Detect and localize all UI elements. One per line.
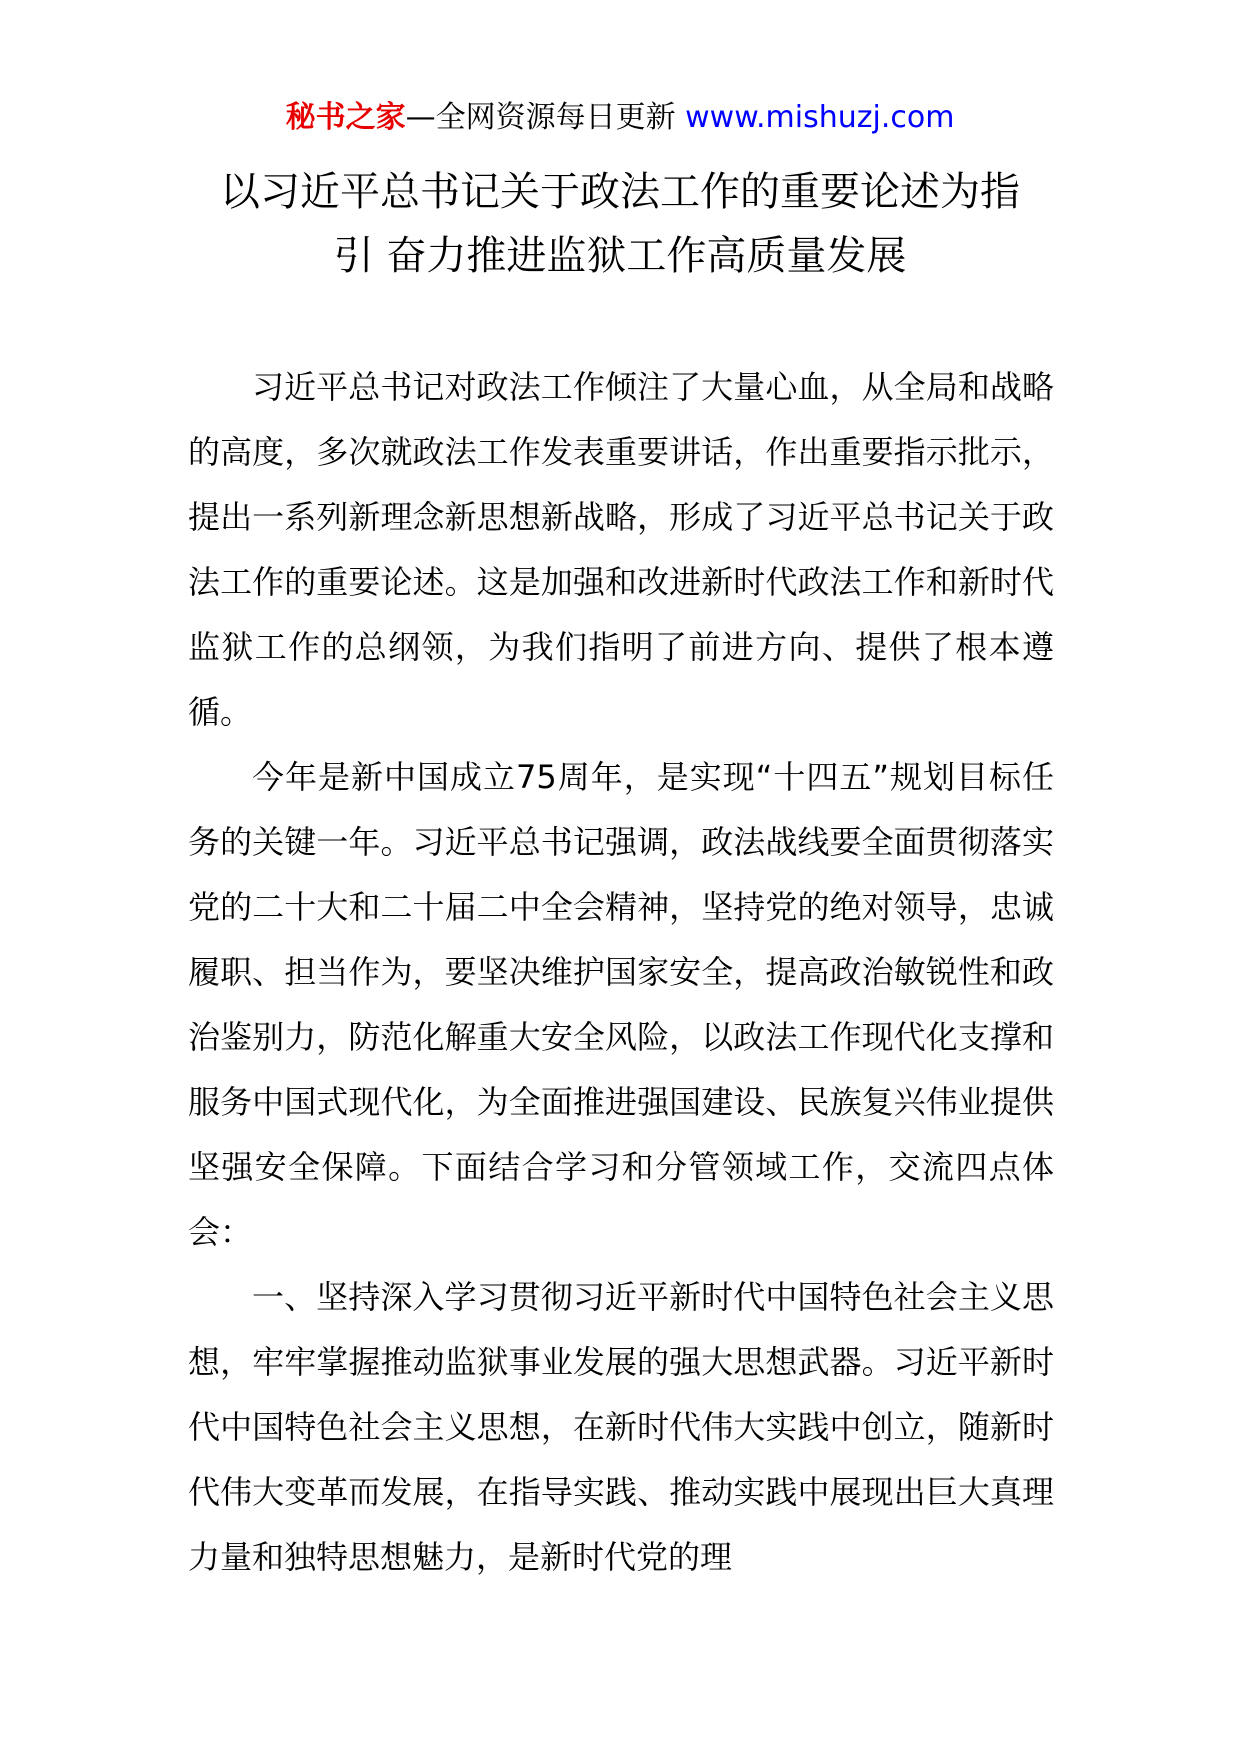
header-tagline: —全网资源每日更新 (405, 100, 676, 135)
site-url-link[interactable]: www.mishuzj.com (685, 100, 955, 135)
document-title (180, 160, 1060, 288)
title-line-1: 以习近平总书记关于政法工作的重要论述为指 (220, 169, 1020, 215)
paragraph-1: 习近平总书记对政法工作倾注了大量心血，从全局和战略的高度，多次就政法工作发表重要讲话，作出重要指示批示，提出一系列新理念新思想新战略，形成了习近平总书记关于政法工作的重要论述。这是加强和改进新时代政法工作和新时代监狱工作的总纲领，为我们指明了前进方向、提供了根本遵循。 (188, 368, 1054, 731)
paragraph-3 (188, 1265, 1054, 1590)
paragraph-2: 今年是新中国成立75周年，是实现“十四五”规划目标任务的关键一年。习近平总书记强调，政法战线要全面贯彻落实党的二十大和二十届二中全会精神，坚持党的绝对领导，忠诚履职、担当作为，要坚决维护国家安全，提高政治敏锐性和政治鉴别力，防范化解重大安全风险，以政法工作现代化支撑和服务中国式现代化，为全面推进强国建设、民族复兴伟业提供坚强安全保障。下面结合学习和分管领域工作，交流四点体会： (188, 758, 1054, 1251)
section-heading-1: 一、坚持深入学习贯彻习近平新时代中国特色社会主义思想，牢牢掌握推动监狱事业发展的强大思想武器。 (188, 1278, 1054, 1381)
title-line-2: 引 奋力推进监狱工作高质量发展 (333, 233, 907, 279)
document-body (188, 355, 1054, 1590)
section-1-text: 习近平新时代中国特色社会主义思想，在新时代伟大实践中创立，随新时代伟大变革而发展，在指导实践、推动实践中展现出巨大真理力量和独特思想魅力，是新时代党的理 (188, 1343, 1054, 1576)
brand-name: 秘书之家 (285, 100, 406, 135)
watermark-header (0, 98, 1240, 138)
